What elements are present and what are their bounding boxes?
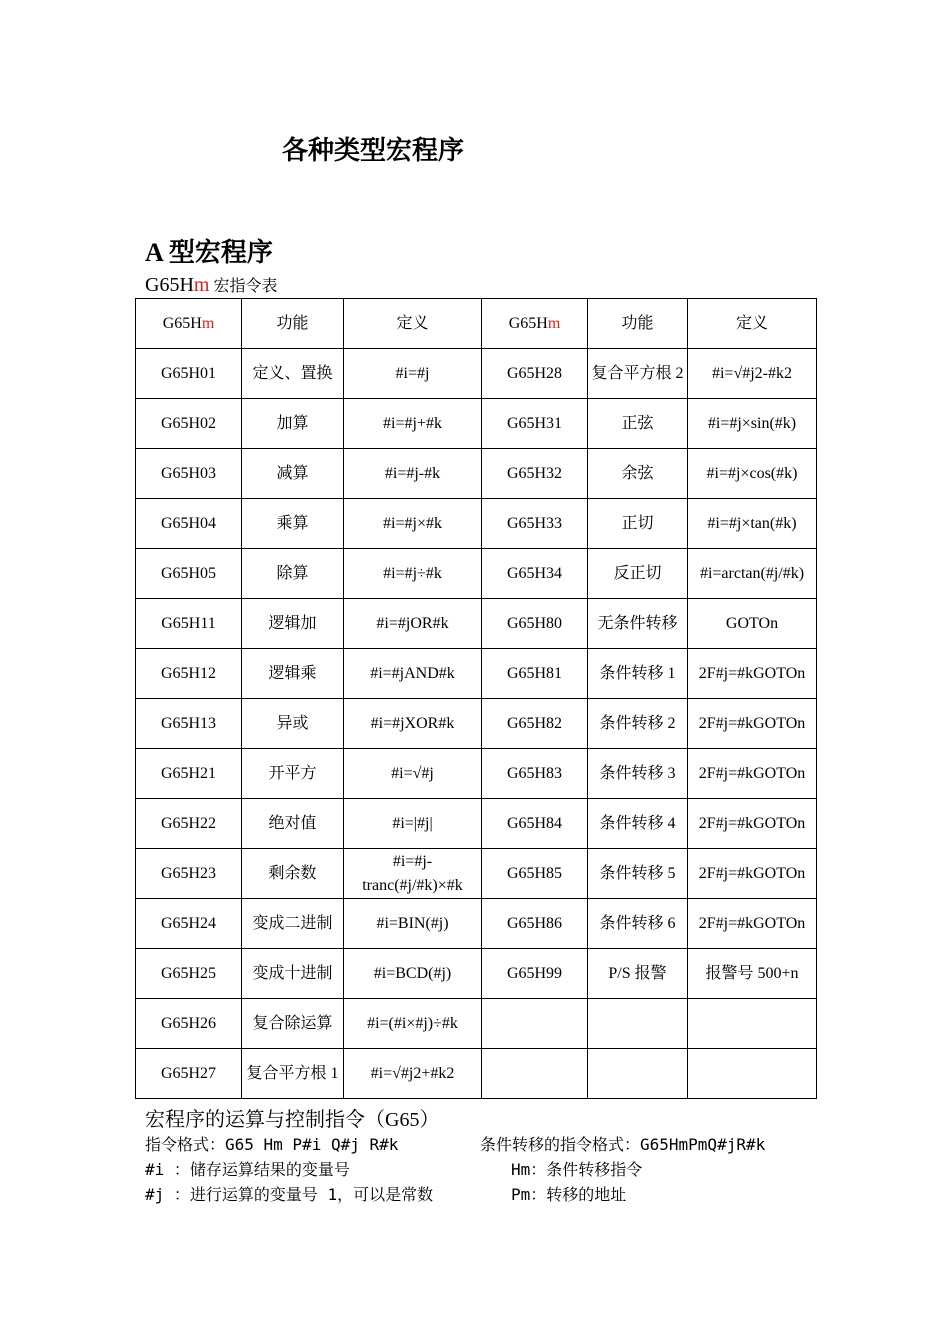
cell-func: 绝对值 xyxy=(242,799,344,849)
table-body xyxy=(136,299,817,1099)
cell-def-2: GOTOn xyxy=(688,599,817,649)
table-row xyxy=(136,749,817,799)
cell-func: 定义、置换 xyxy=(242,349,344,399)
cell-def: #i=#jAND#k xyxy=(344,649,482,699)
table-row xyxy=(136,599,817,649)
cell-code-2: G65H82 xyxy=(482,699,588,749)
cell-code: G65H02 xyxy=(136,399,242,449)
caption-red: m xyxy=(193,274,210,296)
cell-code: G65H27 xyxy=(136,1049,242,1099)
cell-def: #i=#j-#k xyxy=(344,449,482,499)
table-row xyxy=(136,499,817,549)
cell-func: 除算 xyxy=(242,549,344,599)
header-code-red: m xyxy=(201,314,215,332)
cell-code-2: G65H34 xyxy=(482,549,588,599)
cell-code-2 xyxy=(482,999,588,1049)
table-row xyxy=(136,449,817,499)
header-def: 定义 xyxy=(344,299,482,349)
cell-code-2: G65H80 xyxy=(482,599,588,649)
caption-suffix-text: 宏指令表 xyxy=(213,278,278,295)
cell-def-2: #i=#j×sin(#k) xyxy=(688,399,817,449)
header-code xyxy=(136,299,242,349)
cell-def-2: #i=arctan(#j/#k) xyxy=(688,549,817,599)
sub-title: 宏程序的运算与控制指令（G65） xyxy=(145,1109,440,1131)
cell-def-2: 2F#j=#kGOTOn xyxy=(688,649,817,699)
header-code-prefix-2: G65H xyxy=(508,314,548,332)
cell-func-2: 条件转移 2 xyxy=(588,699,688,749)
cell-def: #i=√#j2+#k2 xyxy=(344,1049,482,1099)
section-title: A 型宏程序 xyxy=(145,238,273,267)
cell-def-2: 报警号 500+n xyxy=(688,949,817,999)
cell-func: 减算 xyxy=(242,449,344,499)
cell-code-2: G65H81 xyxy=(482,649,588,699)
cell-func-2 xyxy=(588,999,688,1049)
cell-def: #i=|#j| xyxy=(344,799,482,849)
table-row xyxy=(136,349,817,399)
cell-def: #i=#j÷#k xyxy=(344,549,482,599)
header-func: 功能 xyxy=(242,299,344,349)
cell-func-2: 正弦 xyxy=(588,399,688,449)
cell-def: #i=#j+#k xyxy=(344,399,482,449)
cell-func-2: 条件转移 1 xyxy=(588,649,688,699)
cell-func: 逻辑加 xyxy=(242,599,344,649)
cell-code: G65H04 xyxy=(136,499,242,549)
cell-def-2 xyxy=(688,999,817,1049)
table-row xyxy=(136,399,817,449)
cell-func-2: 条件转移 5 xyxy=(588,849,688,899)
cell-func-2: 条件转移 4 xyxy=(588,799,688,849)
cell-code: G65H24 xyxy=(136,899,242,949)
cell-code: G65H01 xyxy=(136,349,242,399)
cell-func: 变成十进制 xyxy=(242,949,344,999)
cell-func: 复合除运算 xyxy=(242,999,344,1049)
cell-code-2 xyxy=(482,1049,588,1099)
cell-code: G65H22 xyxy=(136,799,242,849)
cell-def-2: 2F#j=#kGOTOn xyxy=(688,799,817,849)
cell-code: G65H23 xyxy=(136,849,242,899)
cell-func: 逻辑乘 xyxy=(242,649,344,699)
table-row xyxy=(136,1049,817,1099)
cell-func-2 xyxy=(588,1049,688,1099)
cell-def: #i=#jXOR#k xyxy=(344,699,482,749)
cell-def-2: 2F#j=#kGOTOn xyxy=(688,899,817,949)
table-row xyxy=(136,799,817,849)
cell-code-2: G65H33 xyxy=(482,499,588,549)
cell-code: G65H12 xyxy=(136,649,242,699)
cell-def-2: #i=√#j2-#k2 xyxy=(688,349,817,399)
cell-func: 加算 xyxy=(242,399,344,449)
cell-code: G65H05 xyxy=(136,549,242,599)
header-code-2 xyxy=(482,299,588,349)
caption-suffix xyxy=(209,278,277,295)
cell-code-2: G65H85 xyxy=(482,849,588,899)
cell-func: 开平方 xyxy=(242,749,344,799)
cond-format-line: 条件转移的指令格式：G65HmPmQ#jR#k xyxy=(480,1135,766,1154)
table-row xyxy=(136,649,817,699)
cell-def-2: #i=#j×cos(#k) xyxy=(688,449,817,499)
header-def-2: 定义 xyxy=(688,299,817,349)
cell-func-2: 反正切 xyxy=(588,549,688,599)
cell-code-2: G65H86 xyxy=(482,899,588,949)
cell-code: G65H13 xyxy=(136,699,242,749)
table-row xyxy=(136,849,817,899)
cell-def: #i=#j-tranc(#j/#k)×#k xyxy=(344,849,482,899)
cell-def-2: 2F#j=#kGOTOn xyxy=(688,699,817,749)
format-line: 指令格式：G65 Hm P#i Q#j R#k xyxy=(145,1135,399,1154)
cell-code-2: G65H31 xyxy=(482,399,588,449)
cell-def: #i=#j×#k xyxy=(344,499,482,549)
table-row xyxy=(136,999,817,1049)
caption-prefix: G65H xyxy=(145,274,194,296)
cell-func: 异或 xyxy=(242,699,344,749)
cell-code: G65H03 xyxy=(136,449,242,499)
cell-def: #i=√#j xyxy=(344,749,482,799)
cell-def-2: 2F#j=#kGOTOn xyxy=(688,849,817,899)
hm-line: Hm：条件转移指令 xyxy=(511,1160,643,1179)
cell-code-2: G65H32 xyxy=(482,449,588,499)
cell-code-2: G65H99 xyxy=(482,949,588,999)
cell-def-2: 2F#j=#kGOTOn xyxy=(688,749,817,799)
cell-def: #i=(#i×#j)÷#k xyxy=(344,999,482,1049)
cell-code: G65H11 xyxy=(136,599,242,649)
cell-func-2: 正切 xyxy=(588,499,688,549)
table-row xyxy=(136,899,817,949)
cell-def: #i=BIN(#j) xyxy=(344,899,482,949)
cell-func: 剩余数 xyxy=(242,849,344,899)
table-row xyxy=(136,549,817,599)
cell-func-2: 余弦 xyxy=(588,449,688,499)
header-func-2: 功能 xyxy=(588,299,688,349)
cell-code-2: G65H83 xyxy=(482,749,588,799)
table-header-row xyxy=(136,299,817,349)
cell-def-2: #i=#j×tan(#k) xyxy=(688,499,817,549)
cell-code-2: G65H84 xyxy=(482,799,588,849)
var-j-line: #j ：进行运算的变量号 1，可以是常数 xyxy=(145,1185,434,1204)
cell-def-2 xyxy=(688,1049,817,1099)
macro-command-table xyxy=(135,298,817,1099)
cell-func-2: 条件转移 3 xyxy=(588,749,688,799)
cell-code-2: G65H28 xyxy=(482,349,588,399)
cell-func-2: 复合平方根 2 xyxy=(588,349,688,399)
var-i-line: #i ：储存运算结果的变量号 xyxy=(145,1160,350,1179)
cell-func-2: 条件转移 6 xyxy=(588,899,688,949)
cell-func-2: P/S 报警 xyxy=(588,949,688,999)
cell-func-2: 无条件转移 xyxy=(588,599,688,649)
table-caption xyxy=(145,273,277,297)
cell-def: #i=#j xyxy=(344,349,482,399)
pm-line: Pm：转移的地址 xyxy=(511,1185,627,1204)
cell-func: 复合平方根 1 xyxy=(242,1049,344,1099)
cell-func: 变成二进制 xyxy=(242,899,344,949)
header-code-prefix: G65H xyxy=(162,314,202,332)
cell-code: G65H25 xyxy=(136,949,242,999)
page-title: 各种类型宏程序 xyxy=(281,136,464,165)
cell-func: 乘算 xyxy=(242,499,344,549)
table-row xyxy=(136,699,817,749)
cell-def: #i=#jOR#k xyxy=(344,599,482,649)
cell-def: #i=BCD(#j) xyxy=(344,949,482,999)
cell-code: G65H26 xyxy=(136,999,242,1049)
cell-code: G65H21 xyxy=(136,749,242,799)
table-row xyxy=(136,949,817,999)
header-code-red-2: m xyxy=(547,314,561,332)
